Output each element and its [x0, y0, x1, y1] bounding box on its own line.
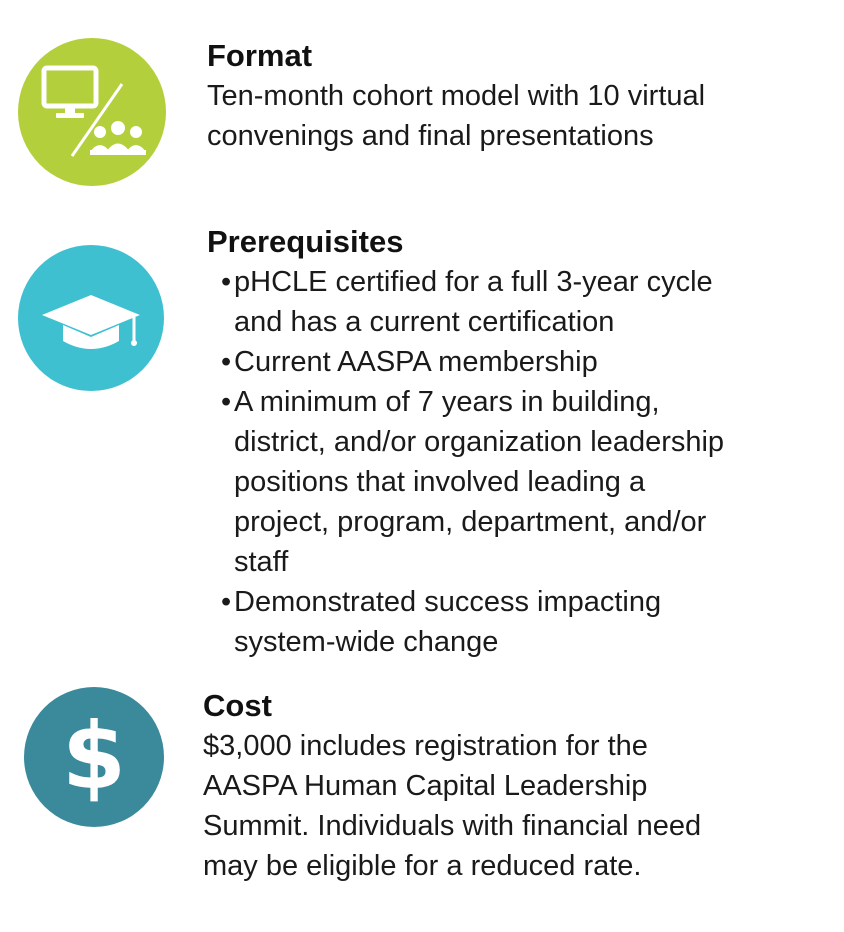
prerequisites-section [207, 222, 837, 662]
format-icon-circle [18, 38, 166, 186]
format-section [207, 36, 837, 156]
prerequisites-icon-circle [18, 245, 164, 391]
cost-text-line: $3,000 includes registration for the [203, 730, 648, 762]
list-item [207, 582, 837, 662]
list-item-text: pHCLE certified for a full 3-year cycle [234, 266, 713, 298]
cost-section [203, 686, 833, 886]
list-item-text: project, program, department, and/or [234, 506, 707, 538]
bullet-icon: • [221, 346, 232, 378]
graduation-cap-icon [18, 245, 164, 391]
cost-text-line: Summit. Individuals with financial need [203, 810, 702, 842]
dollar-sign-icon: $ [61, 703, 126, 810]
bullet-icon: • [221, 266, 232, 298]
list-item [207, 262, 837, 342]
list-item-text: district, and/or organization leadership [234, 426, 725, 458]
prerequisites-heading: Prerequisites [207, 224, 404, 259]
list-item-text: positions that involved leading a [234, 466, 646, 498]
list-item-text: staff [234, 546, 289, 578]
list-item-text: Demonstrated success impacting [234, 586, 662, 618]
list-item-text: system-wide change [234, 626, 499, 658]
cost-text-line: may be eligible for a reduced rate. [203, 850, 642, 882]
list-item-text: A minimum of 7 years in building, [234, 386, 660, 418]
format-text-line: convenings and final presentations [207, 120, 654, 152]
monitor-people-icon [18, 38, 166, 186]
list-item-text: and has a current certification [234, 306, 615, 338]
cost-heading: Cost [203, 688, 272, 723]
bullet-icon: • [221, 586, 232, 618]
bullet-icon: • [221, 386, 232, 418]
list-item-text: Current AASPA membership [234, 346, 598, 378]
prerequisites-list [207, 262, 837, 662]
cost-icon-circle [24, 687, 164, 827]
list-item [207, 382, 837, 582]
format-text-line: Ten-month cohort model with 10 virtual [207, 80, 706, 112]
format-heading: Format [207, 38, 313, 73]
list-item [207, 342, 837, 382]
cost-text-line: AASPA Human Capital Leadership [203, 770, 648, 802]
